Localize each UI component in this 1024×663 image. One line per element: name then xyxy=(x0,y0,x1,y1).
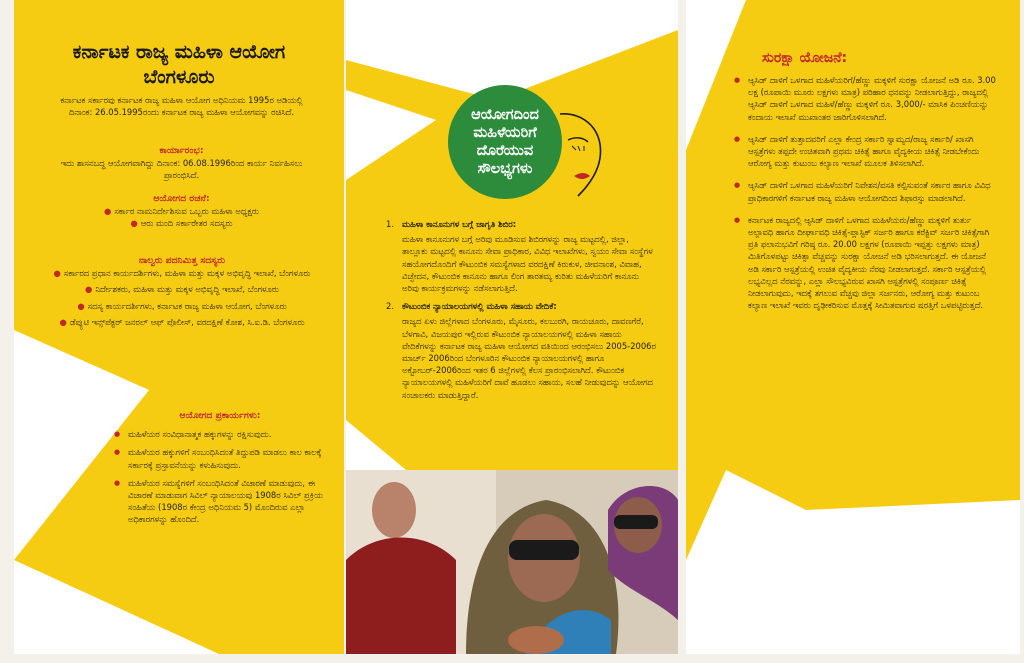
suraksha-list xyxy=(734,74,996,311)
exofficio-item: ● ನಿರ್ದೇಶಕರು, ಮಹಿಳಾ ಮತ್ತು ಮಕ್ಕಳ ಅಭಿವೃದ್ಧಿ ಇಲಾಖೆ, ಬೆಂಗಳೂರು xyxy=(85,284,279,295)
functions-section xyxy=(114,410,326,532)
exofficio-item: ● ಡೆಪ್ಯುಟಿ ಇನ್ಸ್‌ಪೆಕ್ಟರ್ ಜನರಲ್ ಆಫ್ ಪೊಲೀಸ್, ವರದಕ್ಷಿಣೆ ಕೋಶ, ಸಿ.ಐ.ಡಿ. ಬೆಂಗಳೂರು xyxy=(59,316,305,327)
exofficio-heading: ನಾಲ್ವರು ಪದನಿಮಿತ್ತ ಸದಸ್ಯರು xyxy=(138,255,226,266)
suraksha-item: ● ಆ್ಯಸಿಡ್ ದಾಳಿಗೆ ಒಳಗಾದ ಮಹಿಳೆಯರಿಗೆ ನಿವೇಶನ/ವಸತಿ ಕಲ್ಪಿಸುವಂತೆ ಸರ್ಕಾರ ಹಾಗೂ ವಿವಿಧ ಪ್ರಾಧಿಕಾರಗಳಿಗೆ ಕರ್ನಾಟಕ ರಾಜ್ಯ ಮಹಿಳಾ ಆಯೋಗದಿಂದ ಶಿಫಾರಸ್ಸು ಮಾಡಲಾಗಿದೆ. xyxy=(734,179,996,203)
function-item: ● ಮಹಿಳೆಯರ ಹಕ್ಕುಗಳಿಗೆ ಸಂಬಂಧಿಸಿದಂತೆ ತಿದ್ದುಪಡಿ ಮಾಡಲು ಕಾಲ ಕಾಲಕ್ಕೆ ಸರ್ಕಾರಕ್ಕೆ ಪ್ರಸ್ತಾವನೆಯನ್ನು ಕಳುಹಿಸುವುದು. xyxy=(114,446,326,470)
benefits-list-wrap xyxy=(386,218,656,407)
benefit-text: ಮಹಿಳಾ ಕಾನೂನುಗಳ ಬಗ್ಗೆ ಅರಿವು ಮೂಡಿಸುವ ಶಿಬಿರಗಳನ್ನು ರಾಜ್ಯ ಮಟ್ಟದಲ್ಲಿ, ಜಿಲ್ಲಾ, ತಾಲ್ಲೂಕು ಮಟ್ಟದಲ್ಲಿ ಕಾನೂನು ಸೇವಾ ಪ್ರಾಧಿಕಾರ, ವಿವಿಧ ಇಲಾಖೆಗಳು, ಸ್ವಯಂ ಸೇವಾ ಸಂಸ್ಥೆಗಳ ಸಹಯೋಗದೊಂದಿಗೆ ಕೌಟುಂಬಿಕ ಸಮಸ್ಯೆಗಳಾದ ವರದಕ್ಷಿಣೆ ಕಿರುಕುಳ, ಜೀವನಾಂಶ, ವಿವಾಹ, ವಿಚ್ಛೇದನ, ಕೌಟುಂಬಿಕ ಕಾನೂನು ಹಾಗೂ ಲಿಂಗ ತಾರತಮ್ಯ ಕುರಿತು ಮಹಿಳೆಯರಿಗೆ ಕಾನೂನು ಅರಿವು ಕಾರ್ಯಕ್ರಮಗಳನ್ನು ನಡೆಸಲಾಗುತ್ತಿದೆ. xyxy=(402,234,653,294)
benefit-item: 2. ಕೌಟುಂಬಿಕ ನ್ಯಾಯಾಲಯಗಳಲ್ಲಿ ಮಹಿಳಾ ಸಹಾಯ ವೇದಿಕೆ: ರಾಜ್ಯದ ಏಳು ಜಿಲ್ಲೆಗಳಾದ ಬೆಂಗಳೂರು, ಮೈಸೂರು, ಕಲಬುರಗಿ, ರಾಯಚೂರು, ದಾವಣಗೆರೆ, ಬೆಳಗಾವಿ, ವಿಜಯಪುರ ಇಲ್ಲಿರುವ ಕೌಟುಂಬಿಕ ನ್ಯಾಯಾಲಯಗಳಲ್ಲಿ ಮಹಿಳಾ ಸಹಾಯ ವೇದಿಕೆಗಳನ್ನು ಕರ್ನಾಟಕ ರಾಜ್ಯ ಮಹಿಳಾ ಆಯೋಗದ ವತಿಯಿಂದ ಆರಂಭಿಸಲು 2005-2006ರ ಮಾರ್ಚ್ 2006ರಿಂದ ಬೆಂಗಳೂರಿನ ಕೌಟುಂಬಿಕ ನ್ಯಾಯಾಲಯಗಳಲ್ಲಿ ಹಾಗೂ ಅಕ್ಟೋಬರ್-2006ರಿಂದ ಇತರ 6 ಜಿಲ್ಲೆಗಳಲ್ಲಿ ಕೆಲಸ ಪ್ರಾರಂಭಿಸಲಾಗಿದೆ. ಕೌಟುಂಬಿಕ ನ್ಯಾಯಾಲಯಗಳಲ್ಲಿ ಮಹಿಳೆಯರಿಗೆ ದಾವೆ ಹೂಡಲು ಸಹಾಯ, ಸಲಹೆ ನೀಡುವುದನ್ನು ಆಯೋಗದ ಸಂಚಾಲಕರು ಮಾಡುತ್ತಿದ್ದಾರೆ. xyxy=(386,301,656,400)
structure-heading: ಆಯೋಗದ ರಚನೆ: xyxy=(153,193,210,204)
benefits-badge: ಆಯೋಗದಿಂದ ಮಹಿಳೆಯರಿಗೆ ದೊರೆಯುವ ಸೌಲಭ್ಯಗಳು xyxy=(448,85,562,199)
functions-list xyxy=(114,428,326,525)
benefit-title: ಮಹಿಳಾ ಕಾನೂನುಗಳ ಬಗ್ಗೆ ಜಾಗೃತಿ ಶಿಬಿರ: xyxy=(402,219,517,229)
suraksha-heading: ಸುರಕ್ಷಾ ಯೋಜನೆ: xyxy=(762,50,848,66)
exofficio-item: ● ಸರ್ಕಾರದ ಪ್ರಧಾನ ಕಾರ್ಯದರ್ಶಿಗಳು, ಮಹಿಳಾ ಮತ್ತು ಮಕ್ಕಳ ಅಭಿವೃದ್ಧಿ ಇಲಾಖೆ, ಬೆಂಗಳೂರು xyxy=(53,268,311,279)
middle-panel xyxy=(346,0,678,654)
exofficio-item: ● ಸದಸ್ಯ ಕಾರ್ಯದರ್ಶಿಗಳು, ಕರ್ನಾಟಕ ರಾಜ್ಯ ಮಹಿಳಾ ಆಯೋಗ, ಬೆಂಗಳೂರು xyxy=(77,300,287,311)
benefits-list xyxy=(386,218,656,401)
commission-title: ಕರ್ನಾಟಕ ರಾಜ್ಯ ಮಹಿಳಾ ಆಯೋಗ ಬೆಂಗಳೂರು xyxy=(72,41,286,88)
left-panel xyxy=(14,0,344,654)
function-item: ● ಮಹಿಳೆಯರ ಸಮಸ್ಯೆಗಳಿಗೆ ಸಂಬಂಧಿಸಿದಂತೆ ವಿಚಾರಣೆ ಮಾಡುವುದು, ಈ ವಿಚಾರಣೆ ಮಾಡುವಾಗ ಸಿವಿಲ್ ನ್ಯಾಯಾಲಯವು 1908ರ ಸಿವಿಲ್ ಪ್ರಕ್ರಿಯ ಸಂಹಿತೆಯ (1908ರ ಕೇಂದ್ರ ಅಧಿನಿಯಮ 5) ಮೊಂದಿರುವ ಎಲ್ಲಾ ಅಧಿಕಾರಗಳನ್ನು ಹೊಂದಿದೆ. xyxy=(114,477,326,526)
benefit-title: ಕೌಟುಂಬಿಕ ನ್ಯಾಯಾಲಯಗಳಲ್ಲಿ ಮಹಿಳಾ ಸಹಾಯ ವೇದಿಕೆ: xyxy=(402,301,557,312)
functions-heading: ಆಯೋಗದ ಪ್ರಕಾರ್ಯಗಳು: xyxy=(179,410,261,421)
benefit-text: ರಾಜ್ಯದ ಏಳು ಜಿಲ್ಲೆಗಳಾದ ಬೆಂಗಳೂರು, ಮೈಸೂರು, ಕಲಬುರಗಿ, ರಾಯಚೂರು, ದಾವಣಗೆರೆ, ಬೆಳಗಾವಿ, ವಿಜಯಪುರ ಇಲ್ಲಿರುವ ಕೌಟುಂಬಿಕ ನ್ಯಾಯಾಲಯಗಳಲ್ಲಿ ಮಹಿಳಾ ಸಹಾಯ ವೇದಿಕೆಗಳನ್ನು ಕರ್ನಾಟಕ ರಾಜ್ಯ ಮಹಿಳಾ ಆಯೋಗದ ವತಿಯಿಂದ ಆರಂಭಿಸಲು 2005-2006ರ ಮಾರ್ಚ್ 2006ರಿಂದ ಬೆಂಗಳೂರಿನ ಕೌಟುಂಬಿಕ ನ್ಯಾಯಾಲಯಗಳಲ್ಲಿ ಹಾಗೂ ಅಕ್ಟೋಬರ್-2006ರಿಂದ ಇತರ 6 ಜಿಲ್ಲೆಗಳಲ್ಲಿ ಕೆಲಸ ಪ್ರಾರಂಭಿಸಲಾಗಿದೆ. ಕೌಟುಂಬಿಕ ನ್ಯಾಯಾಲಯಗಳಲ್ಲಿ ಮಹಿಳೆಯರಿಗೆ ದಾವೆ ಹೂಡಲು ಸಹಾಯ, ಸಲಹೆ ನೀಡುವುದನ್ನು ಆಯೋಗದ ಸಂಚಾಲಕರು ಮಾಡುತ್ತಿದ್ದಾರೆ. xyxy=(402,316,656,400)
suraksha-item: ● ಆ್ಯಸಿಡ್ ದಾಳಿಗೆ ತುತ್ತಾದವರಿಗೆ ಎಲ್ಲಾ ಕೇಂದ್ರ ಸರ್ಕಾರಿ ಸ್ವಾಮ್ಯದ/ರಾಜ್ಯ ಸರ್ಕಾರಿ/ ಖಾಸಗಿ ಆಸ್ಪತ್ರೆಗಳು ತಪ್ಪದೇ ಉಚಿತವಾಗಿ ಪ್ರಥಮ ಚಿಕಿತ್ಸೆ ಹಾಗೂ ವೈದ್ಯಕೀಯ ಚಿಕಿತ್ಸೆ ನೀಡಬೇಕೆಂದು ಆರೋಗ್ಯ ಮತ್ತು ಕುಟುಂಬ ಕಲ್ಯಾಣ ಇಲಾಖೆ ಮೂಲಕ ತಿಳಿಸಲಾಗಿದೆ. xyxy=(734,133,996,170)
right-panel xyxy=(686,0,1020,654)
intro-text: ಕರ್ನಾಟಕ ಸರ್ಕಾರವು ಕರ್ನಾಟಕ ರಾಜ್ಯ ಮಹಿಳಾ ಆಯೋಗ ಅಧಿನಿಯಮ 1995ರ ಅಡಿಯಲ್ಲಿ ದಿನಾಂಕ: 26.05.1995ರಂದು ಕರ್ನಾಟಕ ರಾಜ್ಯ ಮಹಿಳಾ ಆಯೋಗವನ್ನು ರಚಿಸಿದೆ. xyxy=(60,95,303,118)
start-section xyxy=(54,145,309,182)
benefit-item: 1. ಮಹಿಳಾ ಕಾನೂನುಗಳ ಬಗ್ಗೆ ಜಾಗೃತಿ ಶಿಬಿರ: ಮಹಿಳಾ ಕಾನೂನುಗಳ ಬಗ್ಗೆ ಅರಿವು ಮೂಡಿಸುವ ಶಿಬಿರಗಳನ್ನು ರಾಜ್ಯ ಮಟ್ಟದಲ್ಲಿ, ಜಿಲ್ಲಾ, ತಾಲ್ಲೂಕು ಮಟ್ಟದಲ್ಲಿ ಕಾನೂನು ಸೇವಾ ಪ್ರಾಧಿಕಾರ, ವಿವಿಧ ಇಲಾಖೆಗಳು, ಸ್ವಯಂ ಸೇವಾ ಸಂಸ್ಥೆಗಳ ಸಹಯೋಗದೊಂದಿಗೆ ಕೌಟುಂಬಿಕ ಸಮಸ್ಯೆಗಳಾದ ವರದಕ್ಷಿಣೆ ಕಿರುಕುಳ, ಜೀವನಾಂಶ, ವಿವಾಹ, ವಿಚ್ಛೇದನ, ಕೌಟುಂಬಿಕ ಕಾನೂನು ಹಾಗೂ ಲಿಂಗ ತಾರತಮ್ಯ ಕುರಿತು ಮಹಿಳೆಯರಿಗೆ ಕಾನೂನು ಅರಿವು ಕಾರ್ಯಕ್ರಮಗಳನ್ನು ನಡೆಸಲಾಗುತ್ತಿದೆ. xyxy=(386,218,656,294)
structure-item: ● ಆರು ಮಂದಿ ಸರ್ಕಾರೇತರ ಸದಸ್ಯರು xyxy=(130,218,233,229)
structure-item: ● ಸರ್ಕಾರ ನಾಮನಿರ್ದೇಶಿಸುವ ಒಬ್ಬರು ಮಹಿಳಾ ಅಧ್ಯಕ್ಷರು xyxy=(104,206,259,217)
acid-survivors-photo xyxy=(346,470,678,654)
woman-face-icon xyxy=(554,110,610,200)
exofficio-section xyxy=(42,255,322,328)
start-heading: ಕಾರ್ಯಾರಂಭ: xyxy=(159,145,204,156)
suraksha-item: ● ಕರ್ನಾಟಕ ರಾಜ್ಯದಲ್ಲಿ ಆ್ಯಸಿಡ್ ದಾಳಿಗೆ ಒಳಗಾದ ಮಹಿಳೆಯರು/ಹೆಣ್ಣು ಮಕ್ಕಳಿಗೆ ತುರ್ತು ಅಲ್ಪಾವಧಿ ಹಾಗೂ ದೀರ್ಘಾವಧಿ ಚಿಕಿತ್ಸೆ-ಪ್ಲಾಸ್ಟಿಕ್ ಸರ್ಜರಿ ಹಾಗೂ ಕರೆಕ್ಟಿವ್ ಸರ್ಜರಿ ಚಿಕಿತ್ಸೆಗಾಗಿ ಪ್ರತಿ ಫಲಾನುಭವಿಗೆ ಗರಿಷ್ಠ ರೂ. 20.00 ಲಕ್ಷಗಳ (ರೂಪಾಯಿ ಇಪ್ಪತ್ತು ಲಕ್ಷಗಳು ಮಾತ್ರ) ಮಿತಿಗೊಳಪಟ್ಟು ಚಿಕಿತ್ಸಾ ವೆಚ್ಚವನ್ನು ಸುರಕ್ಷಾ ಯೋಜನೆ ಅಡಿ ಭರಿಸಲಾಗುತ್ತದೆ. ಈ ಯೋಜನೆ ಅಡಿ ಸರ್ಕಾರಿ ಆಸ್ಪತ್ರೆಯಲ್ಲಿ ಉಚಿತ ವೈದ್ಯಕೀಯ ನೆರವು ನೀಡಲಾಗುತ್ತದೆ. ಸರ್ಕಾರಿ ಆಸ್ಪತ್ರೆಯಲ್ಲಿ ಲಭ್ಯವಿಲ್ಲದ ನೆರವನ್ನು, ಎಲ್ಲಾ ಸೌಲಭ್ಯವಿರುವ ಖಾಸಗಿ ಆಸ್ಪತ್ರೆಗಳಲ್ಲಿ ಸಂಪೂರ್ಣ ಚಿಕಿತ್ಸೆ ನೀಡಲಾಗುವುದು, ಇದಕ್ಕೆ ತಗಲುವ ವೆಚ್ಚವು ಜಿಲ್ಲಾ ಸರ್ಜನರು, ಆರೋಗ್ಯ ಮತ್ತು ಕುಟುಂಬ ಕಲ್ಯಾಣ ಇಲಾಖೆ ಇವರು ದೃಢೀಕರಿಸುವ ಮೊತ್ತಕ್ಕೆ ಸೀಮಿತವಾಗುವ ಷರತ್ತಿಗೆ ಒಳಪಟ್ಟಿರುತ್ತದೆ. xyxy=(734,214,996,312)
suraksha-section xyxy=(734,74,996,317)
start-text: ಇದು ಶಾಸನಬದ್ಧ ಆಯೋಗವಾಗಿದ್ದು ದಿನಾಂಕ: 06.08.1996ರಿಂದ ಕಾರ್ಯ ನಿರ್ವಹಿಸಲು ಪ್ರಾರಂಭಿಸಿದೆ. xyxy=(60,158,303,181)
structure-section xyxy=(54,193,309,230)
suraksha-item: ● ಆ್ಯಸಿಡ್ ದಾಳಿಗೆ ಒಳಗಾದ ಮಹಿಳೆಯರಿಗೆ/ಹೆಣ್ಣು ಮಕ್ಕಳಿಗೆ ಸುರಕ್ಷಾ ಯೋಜನೆ ಅಡಿ ರೂ. 3.00 ಲಕ್ಷ (ರೂಪಾಯಿ ಮೂರು ಲಕ್ಷಗಳು ಮಾತ್ರ) ಪರಿಹಾರ ಧನವನ್ನು ನೀಡಲಾಗುತ್ತಿದ್ದು, ರಾಜ್ಯದಲ್ಲಿ ಆ್ಯಸಿಡ್ ದಾಳಿಗೆ ಒಳಗಾದ ಮಹಿಳೆ/ಹೆಣ್ಣು ಮಕ್ಕಳಿಗೆ ರೂ. 3,000/- ಮಾಸಿಕ ಪಿಂಚಣಿಯನ್ನು ಕಂದಾಯ ಇಲಾಖೆ ಮುಖಾಂತರ ಜಾರಿಗೊಳಿಸಲಾಗಿದೆ. xyxy=(734,74,996,123)
function-item: ● ಮಹಿಳೆಯರ ಸಂವಿಧಾನಾತ್ಮಕ ಹಕ್ಕುಗಳನ್ನು ರಕ್ಷಿಸುವುದು. xyxy=(114,428,326,440)
